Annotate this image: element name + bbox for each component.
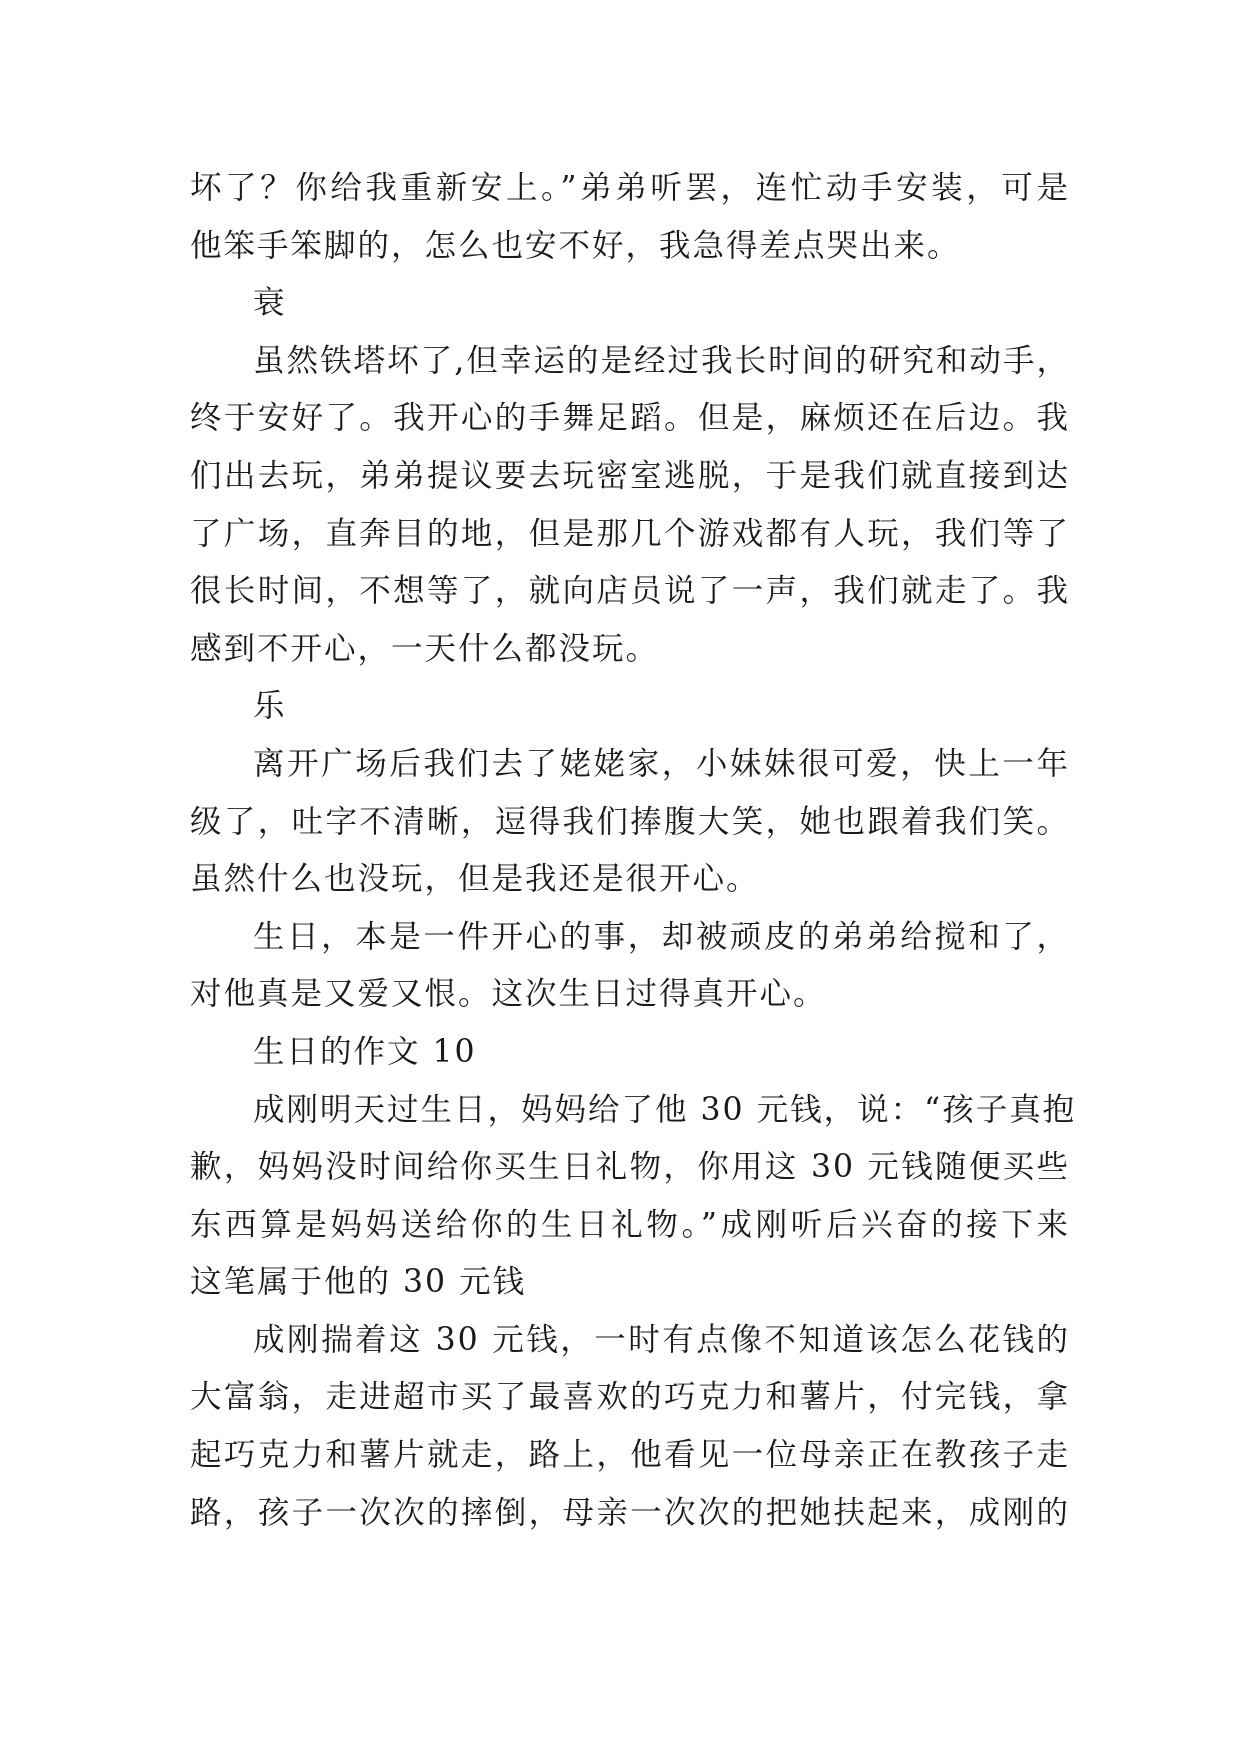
text-line: 东西算是妈妈送给你的生日礼物。”成刚听后兴奋的接下来 — [190, 1206, 1070, 1243]
essay-title: 生日的作文 10 — [253, 1033, 477, 1070]
section-heading-le: 乐 — [253, 688, 287, 725]
text-line: 路，孩子一次次的摔倒，母亲一次次的把她扶起来，成刚的 — [190, 1494, 1070, 1531]
text-line: 很长时间，不想等了，就向店员说了一声，我们就走了。我 — [190, 573, 1070, 610]
text-line: 终于安好了。我开心的手舞足蹈。但是，麻烦还在后边。我 — [190, 400, 1070, 437]
text-line: 离开广场后我们去了姥姥家，小妹妹很可爱，快上一年 — [253, 745, 1070, 782]
text-line: 级了，吐字不清晰，逗得我们捧腹大笑，她也跟着我们笑。 — [190, 803, 1070, 840]
text-line: 对他真是又爱又恨。这次生日过得真开心。 — [190, 976, 827, 1013]
text-line: 感到不开心，一天什么都没玩。 — [190, 630, 660, 667]
text-line: 起巧克力和薯片就走，路上，他看见一位母亲正在教孩子走 — [190, 1437, 1070, 1474]
text-line: 大富翁，走进超市买了最喜欢的巧克力和薯片，付完钱，拿 — [190, 1379, 1070, 1416]
section-heading-shuai: 衰 — [253, 285, 287, 322]
text-line: 虽然铁塔坏了,但幸运的是经过我长时间的研究和动手， — [253, 342, 1070, 379]
text-line: 他笨手笨脚的，怎么也安不好，我急得差点哭出来。 — [190, 227, 961, 264]
text-line: 生日，本是一件开心的事，却被顽皮的弟弟给搅和了， — [253, 918, 1070, 955]
text-line: 坏了？你给我重新安上。”弟弟听罢，连忙动手安装，可是 — [190, 170, 1070, 206]
text-line: 成刚揣着这 30 元钱，一时有点像不知道该怎么花钱的 — [253, 1321, 1070, 1358]
text-line: 了广场，直奔目的地，但是那几个游戏都有人玩，我们等了 — [190, 515, 1070, 552]
text-line: 成刚明天过生日，妈妈给了他 30 元钱，说：“孩子真抱 — [253, 1091, 1077, 1128]
text-line: 这笔属于他的 30 元钱 — [190, 1264, 527, 1301]
text-line: 虽然什么也没玩，但是我还是很开心。 — [190, 861, 760, 898]
document-body — [190, 160, 1077, 1542]
text-line: 们出去玩，弟弟提议要去玩密室逃脱，于是我们就直接到达 — [190, 457, 1070, 494]
text-line: 歉，妈妈没时间给你买生日礼物，你用这 30 元钱随便买些 — [190, 1149, 1070, 1186]
